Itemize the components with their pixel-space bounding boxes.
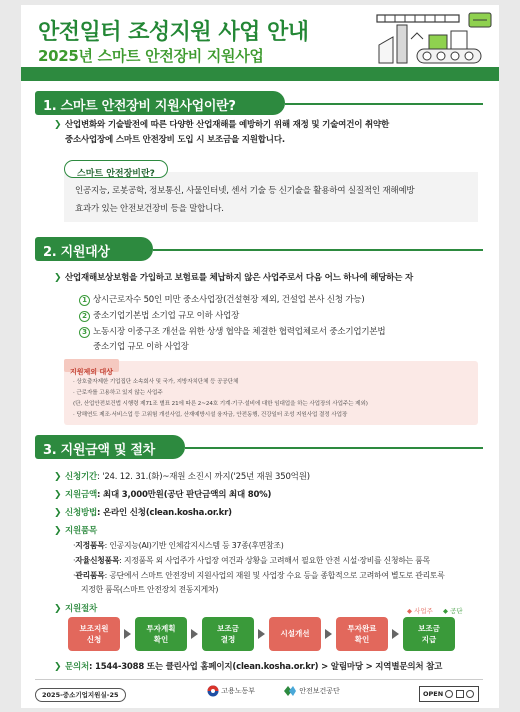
page-title: 안전일터 조성지원 사업 안내 [38,20,309,45]
item-row-managed-cont: 지정한 품목(스마트 안전장치 전동지게차) [81,585,219,594]
section-2-title: 2. 지원대상 [43,245,110,260]
smart-equipment-tag: 스마트 안전장비란? [64,160,168,178]
flow-step-subsidy-payment: 보조금 지급 [403,617,455,651]
chevron-right-icon: ❯ [54,662,62,672]
contact-value: : 1544-3088 또는 클린사업 홈페이지(clean.kosha.or.kr) > 알림마당 > 지역별문의처 참고 [89,662,443,672]
ministry-emblem-icon [207,685,219,697]
footer-divider [35,679,483,680]
number-badge: 2 [79,311,90,322]
method-value: : 온라인 신청(clean.kosha.or.kr) [97,508,232,518]
section-1-intro-line-1: 산업변화와 기술발전에 따른 다양한 산업재해를 예방하기 위해 재정 및 기술여건이 취약한 [65,120,390,130]
period-row [65,470,485,485]
header-band [21,67,499,81]
legend-agency: ◆ 공단 [443,607,463,615]
number-badge: 1 [79,295,90,306]
ministry-logo [207,685,255,697]
flow-step-completion-check: 투자완료 확인 [336,617,388,651]
publication-code: 2025-중소기업지원실-25 [35,688,126,702]
exclusion-line: · 당해연도 제조·서비스업 등 고위험 개선사업, 산재예방시설 융자금, 안전동행, 건강일터 조성 지원사업 결정 사업장 [73,412,348,418]
flyer-page [21,5,499,708]
item-row-managed: ·관리품목: 공단에서 스마트 안전장비 지원사업의 재원 및 사업장 수요 등을 종합적으로 고려하여 별도로 관리토록 [73,571,445,580]
number-badge: 3 [79,327,90,338]
section-2-lead: 산업재해보상보험을 가입하고 보험료를 체납하지 않은 사업주로서 다음 어느 하나에 해당하는 자 [65,273,414,283]
header [21,5,499,81]
method-row [65,506,485,521]
factory-illustration [371,9,495,71]
chevron-right-icon: ❯ [54,604,62,614]
arrow-right-icon [325,629,332,639]
arrow-right-icon [258,629,265,639]
smart-equipment-desc-1: 인공지능, 로봇공학, 정보통신, 사물인터넷, 센서 기술 등 신기술을 활용하여 실질적인 재해예방 [75,186,415,196]
item-row-voluntary: ·자율신청품목: 지정품목 외 사업주가 사업장 여건과 상황을 고려해서 필요한 안전 시설·장비를 신청하는 품목 [73,556,430,565]
exclusion-tag: 지원제외 대상 [64,359,119,372]
agency-emblem-icon [283,685,297,697]
flow-step-plan-check: 투자계획 확인 [135,617,187,651]
exclusion-line: · 근로자를 고용하고 있지 않는 사업주 [73,390,163,396]
items-label: 지원품목 [65,526,98,536]
section-1-title: 1. 스마트 안전장비 지원사업이란? [43,99,236,114]
section-3-header [35,435,483,459]
eligibility-item-1: 상시근로자수 50인 미만 중소사업장(건설현장 제외, 건설업 본사 신청 가능) [93,295,365,305]
agency-name: 안전보건공단 [299,687,340,695]
section-1-intro-line-2: 중소사업장에 스마트 안전장비 도입 시 보조금을 지원합니다. [65,135,285,145]
chevron-right-icon: ❯ [54,120,62,130]
flow-step-subsidy-decision: 보조금 결정 [202,617,254,651]
flow-step-apply: 보조지원 신청 [68,617,120,651]
arrow-right-icon [392,629,399,639]
period-value: : '24. 12. 31.(화)~재원 소진시 까지('25년 재원 350억원) [97,472,310,482]
chevron-right-icon: ❯ [54,526,62,536]
item-row-designated: ·지정품목: 인공지능(AI)기반 인체감지시스템 등 37종(후면참조) [73,541,284,550]
smart-equipment-desc-2: 효과가 있는 안전보건장비 등을 말합니다. [75,204,224,214]
contact-label: 문의처 [65,662,90,672]
chevron-right-icon: ❯ [54,472,62,482]
legend-employer: ◆ 사업주 [407,607,433,615]
ministry-name: 고용노동부 [221,687,256,695]
amount-row [65,488,485,503]
flow-step-facility-improvement: 시설개선 [269,617,321,651]
eligibility-item-3: 노동시장 이중구조 개선을 위한 상생 협약을 체결한 협력업체로서 중소기업기본법 [93,327,386,337]
procedure-label: 지원절차 [65,604,98,614]
chevron-right-icon: ❯ [54,273,62,283]
period-label: 신청기간 [65,472,98,482]
section-3-title: 3. 지원금액 및 절차 [43,443,155,458]
chevron-right-icon: ❯ [54,508,62,518]
section-2-header [35,237,483,261]
open-license-badge: OPEN [419,686,479,702]
eligibility-item-3-cont: 중소기업 규모 이하 사업장 [93,342,189,352]
exclusion-line: · 상호출자제한 기업집단 소속회사 및 국가, 지방자치단체 등 공공단체 [73,379,239,385]
amount-label: 지원금액 [65,490,98,500]
arrow-right-icon [191,629,198,639]
arrow-right-icon [124,629,131,639]
eligibility-item-2: 중소기업기본법 소기업 규모 이하 사업장 [93,311,240,321]
chevron-right-icon: ❯ [54,490,62,500]
method-label: 신청방법 [65,508,98,518]
section-1-header [35,91,483,115]
agency-logo [283,685,340,697]
contact-row [65,660,485,675]
amount-value: : 최대 3,000만원(공단 판단금액의 최대 80%) [97,490,272,500]
page-subtitle: 2025년 스마트 안전장비 지원사업 [38,47,264,65]
exclusion-line: (단, 산업안전보건법 시행령 제71조 별표 21에 따른 2~24호 기계·기구·설비에 대한 임대업을 하는 사업장의 사업주는 제외) [73,401,368,407]
